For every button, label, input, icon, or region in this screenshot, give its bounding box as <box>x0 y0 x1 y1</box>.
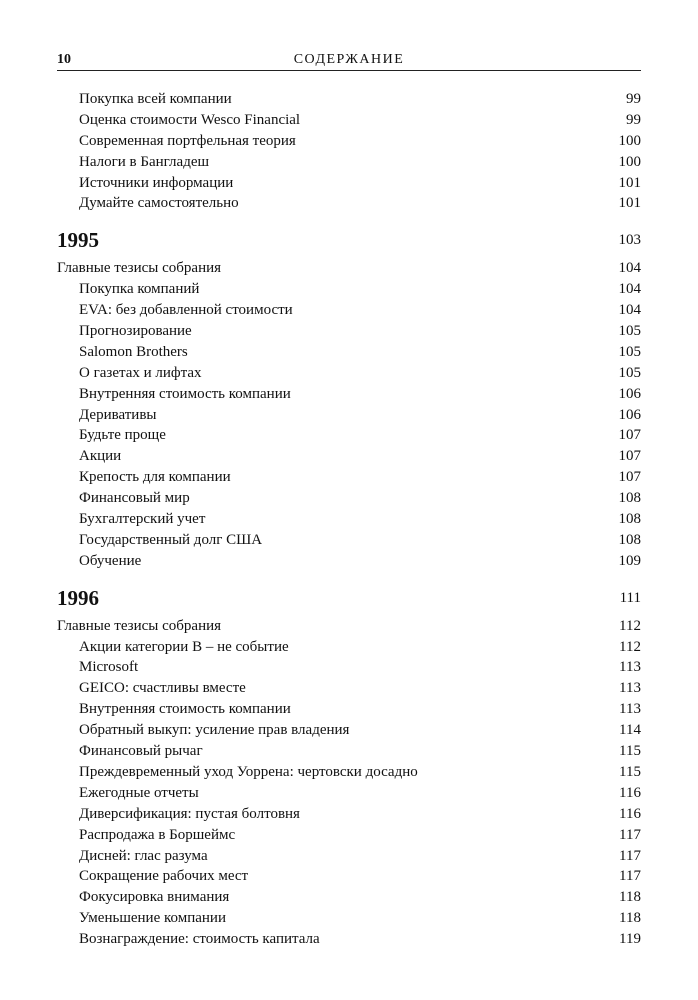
toc-entry-page: 112 <box>619 617 641 634</box>
toc-entry <box>57 866 641 887</box>
toc-entry-page: 116 <box>619 784 641 801</box>
toc-entry <box>57 321 641 342</box>
toc-entry-title: Диверсификация: пустая болтовня <box>79 805 300 822</box>
section-year: 1996 <box>57 585 99 610</box>
toc-main-entry <box>57 258 641 279</box>
toc-entry-title: Дисней: глас разума <box>79 847 208 864</box>
toc-entry-title: Обучение <box>79 552 142 569</box>
toc-entry-page: 117 <box>619 847 641 864</box>
toc-entry-title: Финансовый рычаг <box>79 743 203 760</box>
toc-entry-title: Думайте самостоятельно <box>79 195 239 212</box>
toc-entry <box>57 530 641 551</box>
toc-entry-page: 108 <box>618 531 641 548</box>
toc-entry <box>57 193 641 214</box>
toc-entry-title: Покупка всей компании <box>79 91 232 107</box>
toc-entry <box>57 846 641 867</box>
toc-entry-page: 101 <box>618 174 641 191</box>
page-number: 10 <box>57 52 71 67</box>
toc-entry-page: 112 <box>619 638 641 655</box>
toc-entry-page: 104 <box>618 260 641 277</box>
toc-entry-page: 115 <box>619 743 641 760</box>
toc-entry-page: 105 <box>618 323 641 340</box>
toc-entry-page: 114 <box>619 722 641 739</box>
section-heading-1995 <box>57 220 641 258</box>
toc-entry <box>57 152 641 173</box>
page-header <box>57 52 641 71</box>
toc-entry-page: 115 <box>619 763 641 780</box>
toc-entry-title: Акции категории В – не событие <box>79 638 289 655</box>
toc-entry-title: Salomon Brothers <box>79 343 188 360</box>
toc-entry-title: Внутренняя стоимость компании <box>79 701 291 718</box>
toc-entry <box>57 551 641 572</box>
toc-entry <box>57 637 641 658</box>
toc-entry-page: 104 <box>618 302 641 319</box>
toc-entry <box>57 783 641 804</box>
toc-entry-title: Крепость для компании <box>79 469 231 486</box>
toc-main-entry <box>57 616 641 637</box>
running-title: СОДЕРЖАНИЕ <box>293 52 405 67</box>
toc-entry-page: 107 <box>618 448 641 465</box>
toc-entry <box>57 467 641 488</box>
toc-entry-title: Главные тезисы собрания <box>57 617 222 634</box>
toc-entry-title: Бухгалтерский учет <box>79 511 206 528</box>
toc-entry-page: 106 <box>618 406 641 423</box>
toc-entry-page: 113 <box>619 680 641 697</box>
toc-entry-page: 108 <box>618 511 641 528</box>
toc-entry-title: EVA: без добавленной стоимости <box>79 302 293 319</box>
toc-entry-title: Прогнозирование <box>79 323 192 340</box>
toc-entry-title: Налоги в Бангладеш <box>79 153 210 170</box>
toc-entry-page: 118 <box>619 889 641 906</box>
toc-entry-title: Современная портфельная теория <box>79 132 296 149</box>
toc-entry <box>57 488 641 509</box>
toc-entry-page: 113 <box>619 659 641 676</box>
toc-entry-page: 105 <box>618 364 641 381</box>
toc-entry-page: 104 <box>618 281 641 298</box>
toc-entry-page: 107 <box>618 427 641 444</box>
toc-entry-page: 107 <box>618 469 641 486</box>
toc-entry-title: Уменьшение компании <box>79 910 226 927</box>
toc-entry-title: Государственный долг США <box>79 531 263 548</box>
section-heading-1996 <box>57 578 641 616</box>
toc-entry-page: 99 <box>626 111 641 128</box>
toc-entry-title: О газетах и лифтах <box>79 364 202 381</box>
toc-entry-title: Преждевременный уход Уоррена: чертовски досадно <box>79 763 418 780</box>
toc-entry <box>57 342 641 363</box>
toc-entry-title: Сокращение рабочих мест <box>79 868 249 885</box>
toc-entry-title: Акции <box>79 448 122 465</box>
toc-entry-page: 119 <box>619 931 641 948</box>
toc-entry-title: Оценка стоимости Wesco Financial <box>79 111 301 128</box>
toc-entry-title: Ежегодные отчеты <box>79 784 199 801</box>
toc-entry <box>57 300 641 321</box>
toc-entry-title: Вознаграждение: стоимость капитала <box>79 931 320 948</box>
toc-entry-title: Деривативы <box>79 406 157 423</box>
toc-entry-title: Microsoft <box>79 659 139 676</box>
toc-entry-title: Будьте проще <box>79 427 166 444</box>
section-page: 103 <box>618 232 641 249</box>
toc-entry-title: Распродажа в Боршеймс <box>79 826 236 843</box>
toc-entry <box>57 509 641 530</box>
toc-entry <box>57 89 641 110</box>
toc-entry <box>57 678 641 699</box>
toc-entry <box>57 405 641 426</box>
toc-entry <box>57 699 641 720</box>
toc-entry-title: Обратный выкуп: усиление прав владения <box>79 722 350 739</box>
toc-entry-page: 105 <box>618 343 641 360</box>
toc-entry-page: 113 <box>619 701 641 718</box>
toc-entry-page: 100 <box>618 153 641 170</box>
toc-entry <box>57 173 641 194</box>
toc-entry <box>57 825 641 846</box>
toc-entry <box>57 131 641 152</box>
toc-entry-page: 117 <box>619 868 641 885</box>
toc-entry-page: 117 <box>619 826 641 843</box>
table-of-contents <box>57 89 641 950</box>
toc-entry-page: 99 <box>626 91 641 107</box>
toc-entry-title: Финансовый мир <box>79 490 190 507</box>
toc-entry <box>57 720 641 741</box>
toc-entry-page: 101 <box>618 195 641 212</box>
section-year: 1995 <box>57 228 99 253</box>
toc-entry <box>57 741 641 762</box>
toc-entry <box>57 804 641 825</box>
toc-entry <box>57 384 641 405</box>
toc-entry-page: 100 <box>618 132 641 149</box>
toc-entry-page: 118 <box>619 910 641 927</box>
toc-entry <box>57 657 641 678</box>
toc-entry-page: 116 <box>619 805 641 822</box>
toc-entry <box>57 425 641 446</box>
toc-entry <box>57 887 641 908</box>
toc-entry-title: GEICO: счастливы вместе <box>79 680 246 697</box>
toc-entry <box>57 908 641 929</box>
toc-entry <box>57 929 641 950</box>
toc-entry-page: 108 <box>618 490 641 507</box>
toc-entry <box>57 279 641 300</box>
toc-entry-title: Источники информации <box>79 174 234 191</box>
toc-entry-title: Внутренняя стоимость компании <box>79 385 291 402</box>
toc-entry <box>57 363 641 384</box>
toc-entry-title: Главные тезисы собрания <box>57 260 222 277</box>
toc-entry-title: Покупка компаний <box>79 281 200 298</box>
toc-entry-page: 109 <box>618 552 641 569</box>
toc-entry-title: Фокусировка внимания <box>79 889 230 906</box>
toc-entry-page: 106 <box>618 385 641 402</box>
toc-entry <box>57 110 641 131</box>
toc-entry <box>57 446 641 467</box>
section-page: 111 <box>619 589 641 606</box>
toc-entry <box>57 762 641 783</box>
